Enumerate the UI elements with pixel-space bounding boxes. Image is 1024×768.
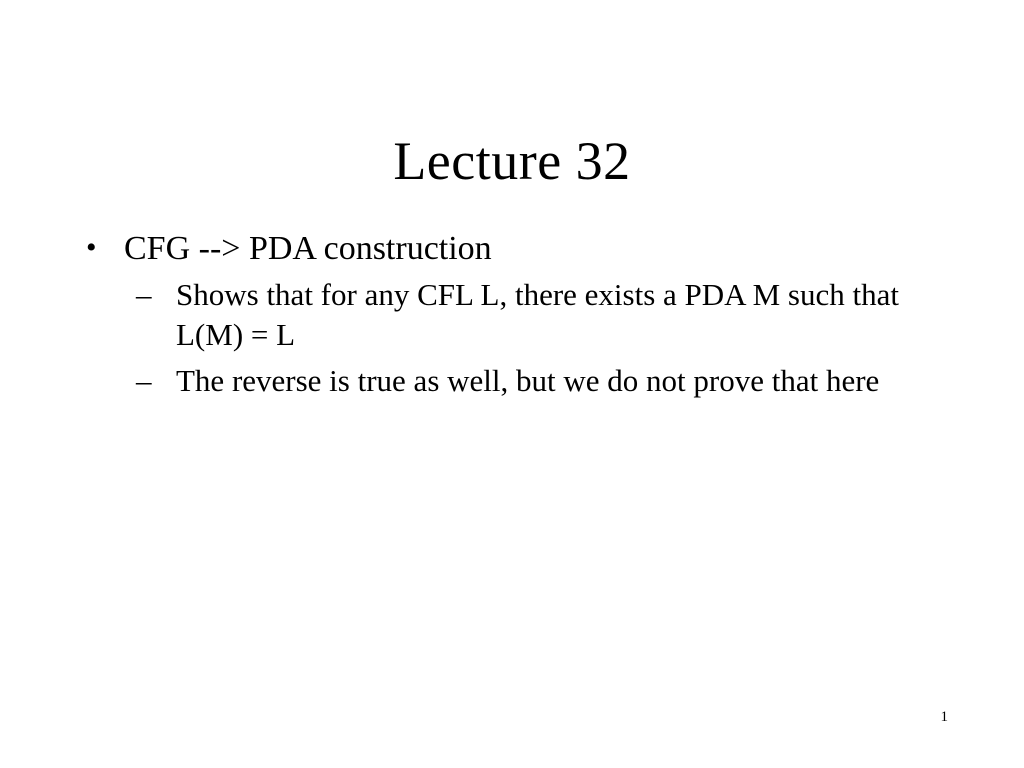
bullet-list-level-1: [72, 228, 962, 400]
bullet-list-level-2: [124, 275, 962, 400]
list-item-label: CFG --> PDA construction: [124, 230, 492, 267]
slide-number: 1: [940, 709, 948, 725]
bullet-marker-icon: •: [86, 231, 97, 264]
list-item: [124, 275, 962, 354]
list-item-label: The reverse is true as well, but we do not prove that here: [176, 362, 880, 398]
list-item: [124, 361, 962, 401]
slide-body: [72, 228, 962, 406]
list-item: [72, 228, 962, 400]
page-title: Lecture 32: [393, 131, 631, 192]
list-item-label: Shows that for any CFL L, there exists a PDA M such that L(M) = L: [176, 277, 899, 353]
dash-marker-icon: –: [136, 362, 152, 398]
dash-marker-icon: –: [136, 277, 152, 313]
